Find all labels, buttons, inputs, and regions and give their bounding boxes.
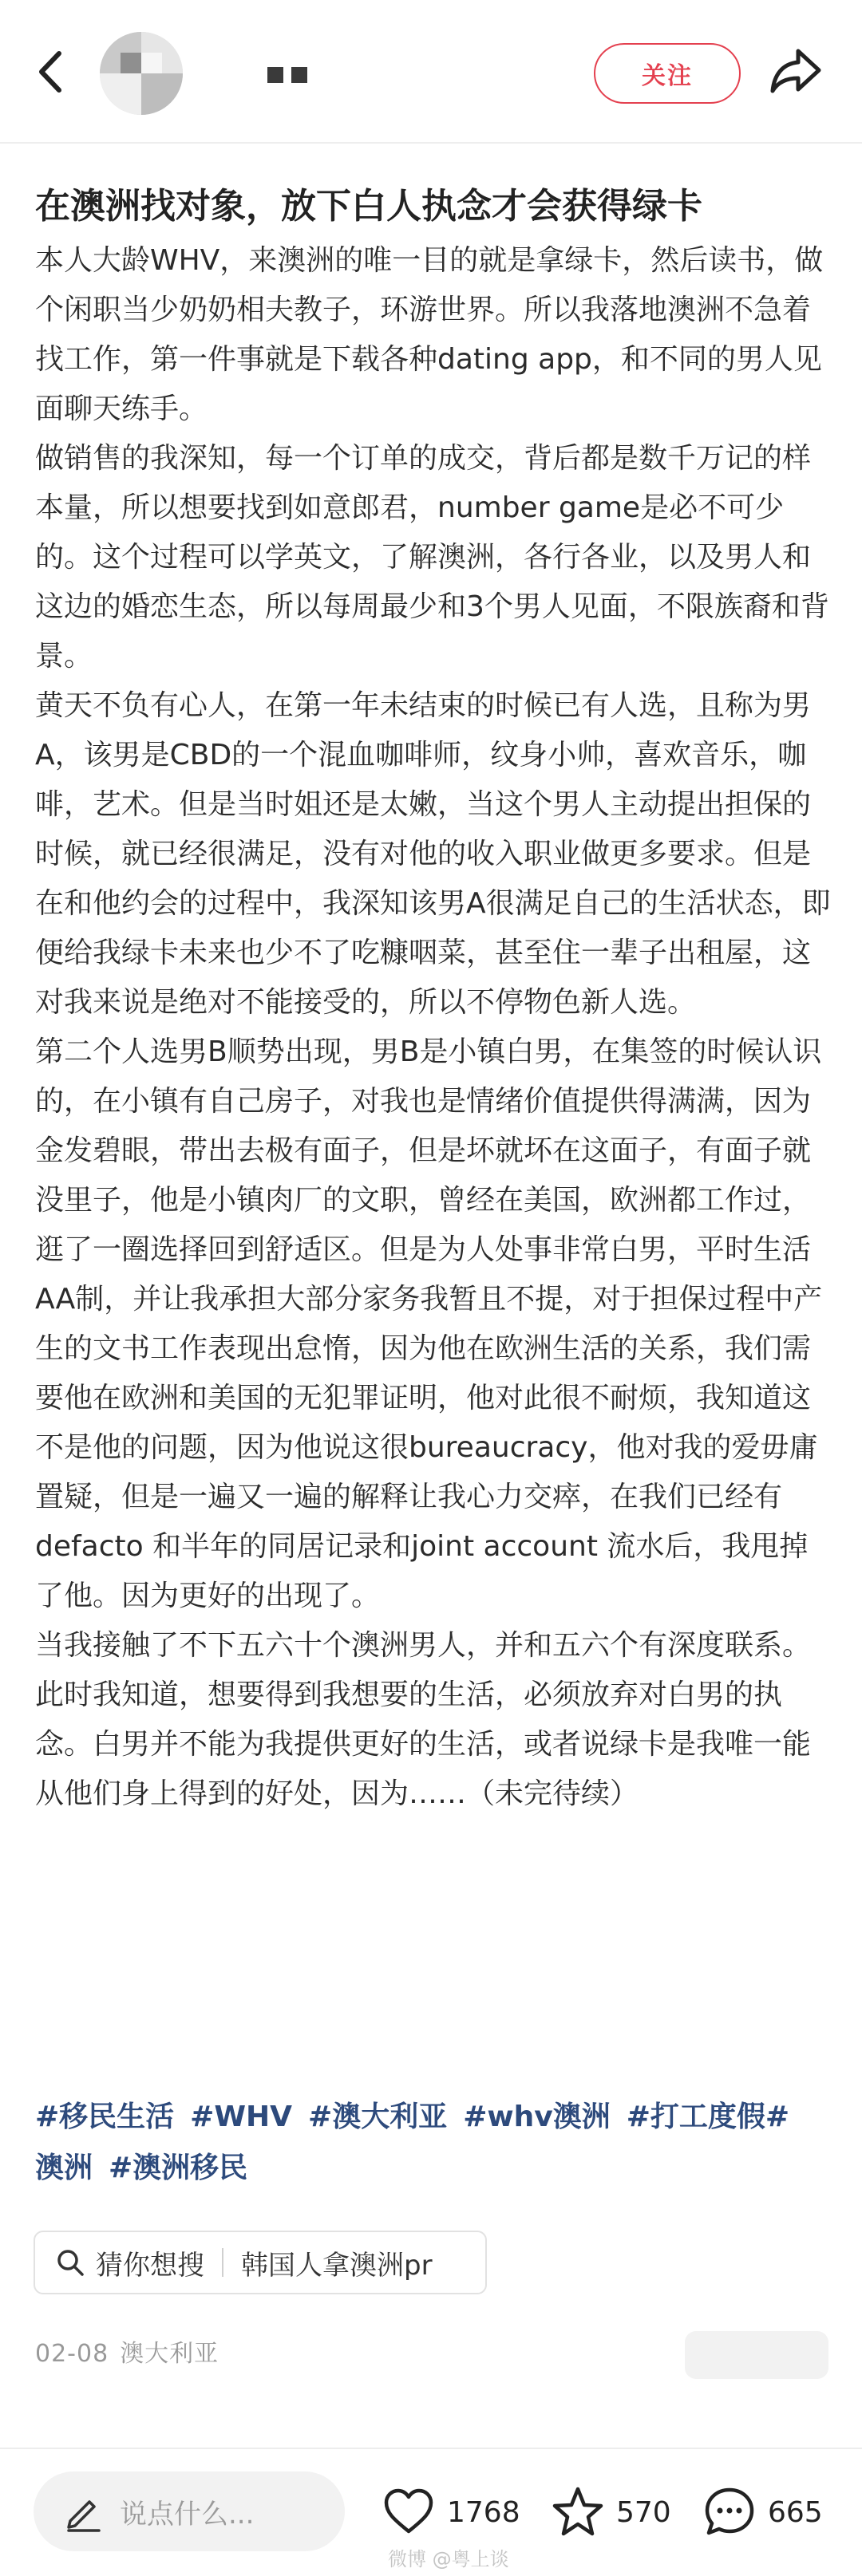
- comment-bubble-icon: [702, 2485, 757, 2539]
- post-body: [35, 236, 833, 1819]
- search-icon: [54, 2247, 86, 2278]
- comment-count: 665: [768, 2495, 823, 2529]
- post-meta: [35, 2333, 219, 2369]
- author-avatar[interactable]: [100, 32, 183, 115]
- blurred-region: [685, 2331, 828, 2379]
- like-count: 1768: [447, 2495, 520, 2529]
- heart-icon: [382, 2485, 436, 2539]
- hashtag[interactable]: #WHV: [190, 2101, 293, 2133]
- watermark: 微博 @粤上谈: [388, 2548, 509, 2570]
- chevron-left-icon[interactable]: [24, 44, 80, 100]
- post-paragraph: 第二个人选男B顺势出现，男B是小镇白男，在集签的时候认识的，在小镇有自己房子，对我也是情绪价值提供得满满，因为金发碧眼，带出去极有面子，但是坏就坏在这面子，有面子就没里子，他是小镇肉厂的文职，曾经在美国，欧洲都工作过，逛了一圈选择回到舒适区。但是为人处事非常白男，平时生活AA制，并让我承担大部分家务我暂且不提，对于担保过程中产生的文书工作表现出怠惰，因为他在欧洲生活的关系，我们需要他在欧洲和美国的无犯罪证明，他对此很不耐烦，我知道这不是他的问题，因为他说这很bureaucracy，他对我的爱毋庸置疑，但是一遍又一遍的解释让我心力交瘁，在我们已经有defacto 和半年的同居记录和joint account 流水后，我甩掉了他。因为更好的出现了。: [35, 1036, 823, 1612]
- share-arrow-icon[interactable]: [766, 41, 825, 101]
- post-location: 澳大利亚: [120, 2340, 219, 2368]
- pen-icon: [61, 2489, 105, 2534]
- comment-input[interactable]: [34, 2471, 345, 2551]
- suggestion-label: 猜你想搜: [96, 2249, 204, 2282]
- hashtag[interactable]: #whv澳洲: [463, 2101, 611, 2133]
- comment-placeholder: 说点什么...: [120, 2498, 255, 2531]
- follow-button[interactable]: 关注: [594, 43, 741, 104]
- search-suggestion-chip[interactable]: [34, 2231, 487, 2294]
- post-title: 在澳洲找对象，放下白人执念才会获得绿卡: [35, 186, 702, 227]
- suggestion-query[interactable]: 韩国人拿澳洲pr: [241, 2249, 433, 2282]
- divider: [0, 2448, 862, 2449]
- hashtag[interactable]: #澳大利亚: [308, 2101, 448, 2133]
- post-paragraph: 黄天不负有心人，在第一年未结束的时候已有人选，且称为男A，该男是CBD的一个混血咖啡师，纹身小帅，喜欢音乐，咖啡，艺术。但是当时姐还是太嫩，当这个男人主动提出担保的时候，就已经很满足，没有对他的收入职业做更多要求。但是在和他约会的过程中，我深知该男A很满足自己的生活状态，即便给我绿卡未来也少不了吃糠咽菜，甚至住一辈子出租屋，这对我来说是绝对不能接受的，所以不停物色新人选。: [35, 689, 831, 1019]
- post-paragraph: 当我接触了不下五六十个澳洲男人，并和五六个有深度联系。此时我知道，想要得到我想要的生活，必须放弃对白男的执念。白男并不能为我提供更好的生活，或者说绿卡是我唯一能从他们身上得到的好处，因为……（未完待续）: [35, 1629, 812, 1810]
- suggestion-divider: [222, 2248, 223, 2277]
- favorite-count: 570: [616, 2495, 671, 2529]
- like-button[interactable]: [382, 2484, 520, 2540]
- hashtag-list: [35, 2092, 833, 2194]
- favorite-button[interactable]: [551, 2484, 671, 2540]
- post-paragraph: 做销售的我深知，每一个订单的成交，背后都是数千万记的样本量，所以想要找到如意郎君，number game是必不可少的。这个过程可以学英文，了解澳洲，各行各业，以及男人和这边的婚恋生态，所以每周最少和3个男人见面，不限族裔和背景。: [35, 442, 829, 673]
- post-paragraph: 本人大龄WHV，来澳洲的唯一目的就是拿绿卡，然后读书，做个闲职当少奶奶相夫教子，环游世界。所以我落地澳洲不急着找工作，第一件事就是下载各种dating app，和不同的男人见面聊天练手。: [35, 244, 824, 425]
- star-icon: [551, 2485, 605, 2539]
- hashtag[interactable]: 澳洲: [35, 2152, 93, 2184]
- post-date: 02-08: [35, 2340, 109, 2368]
- comment-button[interactable]: [702, 2484, 823, 2540]
- top-header: [0, 0, 862, 144]
- author-name[interactable]: [267, 64, 315, 86]
- hashtag[interactable]: #移民生活: [35, 2101, 175, 2133]
- hashtag[interactable]: #打工度假#: [626, 2101, 790, 2133]
- hashtag[interactable]: #澳洲移民: [109, 2152, 248, 2184]
